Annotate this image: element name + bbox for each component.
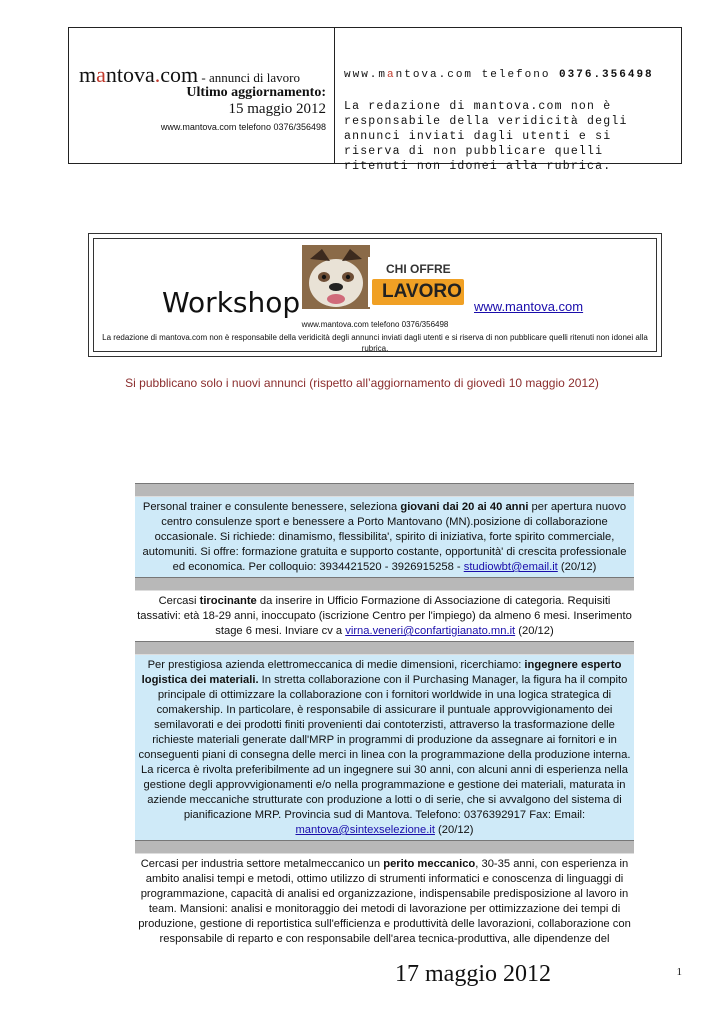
ad-separator [135, 483, 634, 497]
ad-email-link[interactable]: virna.veneri@confartigianato.mn.it [345, 625, 516, 637]
ad-item: Cercasi tirocinante da inserire in Ufficio Formazione di Associazione di categoria. Requisiti tassativi: età 18-29 anni, inoccupato (iscrizione Centro per l'impiego) da almeno 6 mesi. Inserimento stage 6 mesi. Inviare cv a virna.veneri@confartigianato.mn.it (20/12) [135, 591, 634, 641]
workshop-disclaimer: La redazione di mantova.com non è responsabile della veridicità degli annunci inviati dagli utenti e si riserva di non pubblicare quelli ritenuti non idonei alla rubrica. [102, 333, 648, 353]
ad-email-link[interactable]: studiowbt@email.it [463, 561, 558, 573]
update-label: Ultimo aggiornamento: [186, 85, 326, 100]
ad-separator [135, 577, 634, 591]
ad-item: Cercasi per industria settore metalmeccanico un perito meccanico, 30-35 anni, con esperienza in ambito analisi tempi e metodi, ottimo utilizzo di strumenti informatici e conoscenza di linguaggi di programmazione, capacità di analisi ed organizzazione, indispensabile predisposizione al lavoro in team. Mansioni: analisi e monitoraggio dei metodi di lavorazione per ottimizzazione dei tempi di produzione, gestione di reportistica sull'efficienza e produttività delle lavorazioni, collaborazione con responsabile di reparto e con responsabile dell'area tecnica-produttiva, alle dipendenze del [135, 854, 634, 945]
header-disclaimer: La redazione di mantova.com non è responsabile della veridicità degli annunci inviati dagli utenti e si riserva di non pubblicare quelli ritenuti non idonei alla rubrica. [344, 100, 628, 173]
publication-notice: Si pubblicano solo i nuovi annunci (rispetto all’aggiornamento di giovedì 10 maggio 2012) [125, 376, 599, 390]
svg-text:LAVORO: LAVORO [382, 281, 462, 302]
svg-text:CHI OFFRE: CHI OFFRE [386, 262, 451, 276]
workshop-link[interactable]: www.mantova.com [474, 299, 584, 314]
footer-date: 17 maggio 2012 [395, 961, 551, 987]
ads-list [135, 483, 634, 945]
contact-small: www.mantova.com telefono 0376/356498 [160, 122, 326, 132]
workshop-title: Workshop [162, 286, 301, 319]
site-contact-line: www.mantova.com telefono 0376.356498 [344, 69, 654, 81]
ad-email-link[interactable]: mantova@sintexselezione.it [295, 824, 435, 836]
brand-title: mantova.com - annunci di lavoro [79, 62, 300, 87]
ad-separator [135, 641, 634, 655]
brand-subtitle: - annunci di lavoro [198, 70, 300, 85]
update-date: 15 maggio 2012 [228, 101, 326, 117]
ad-separator [135, 840, 634, 854]
page-number: 1 [676, 966, 682, 978]
workshop-contact: www.mantova.com telefono 0376/356498 [301, 320, 449, 329]
ad-item: Personal trainer e consulente benessere, seleziona giovani dai 20 ai 40 anni per apertura nuovo centro consulenze sport e benessere a Porto Mantovano (MN).posizione di collaborazione occasionale. Si richiede: dinamismo, flessibilita', spirito di iniziativa, forte spirito commerciale, automuniti. Si offre: formazione gratuita e supporto costante, opportunità' di crescita professionale ed economica. Per colloquio: 3934421520 - 3926915258 - studiowbt@email.it (20/12) [135, 497, 634, 577]
ad-item: Per prestigiosa azienda elettromeccanica di medie dimensioni, ricerchiamo: ingegnere esperto logistica dei materiali. In stretta collaborazione con il Purchasing Manager, la figura ha il compito principale di ottimizzare la collaborazione con i fornitori worldwide in una logica strategica di comakership. In particolare, è responsabile di assicurare il puntuale approvvigionamento dei semilavorati e dei prodotti finiti provenienti dai contoterzisti, attraverso la trasformazione delle richieste materiali generate dall'MRP in programmi di produzione da assegnare ai fornitori e in conseguenti piani di consegna delle merci in linea con la programmazione della produzione interna. La ricerca è rivolta preferibilmente ad un ingegnere sui 30 anni, con alcuni anni di esperienza nella gestione degli approvvigionamenti e/o nella programmazione e gestione dei materiali, maturata in aziende meccaniche strutturate con produzione a lotti o di serie, che si avvalgono del sistema di pianificazione MRP. Provincia sud di Mantova. Telefono: 0376392917 Fax: Email: mantova@sintexselezione.it (20/12) [135, 655, 634, 840]
